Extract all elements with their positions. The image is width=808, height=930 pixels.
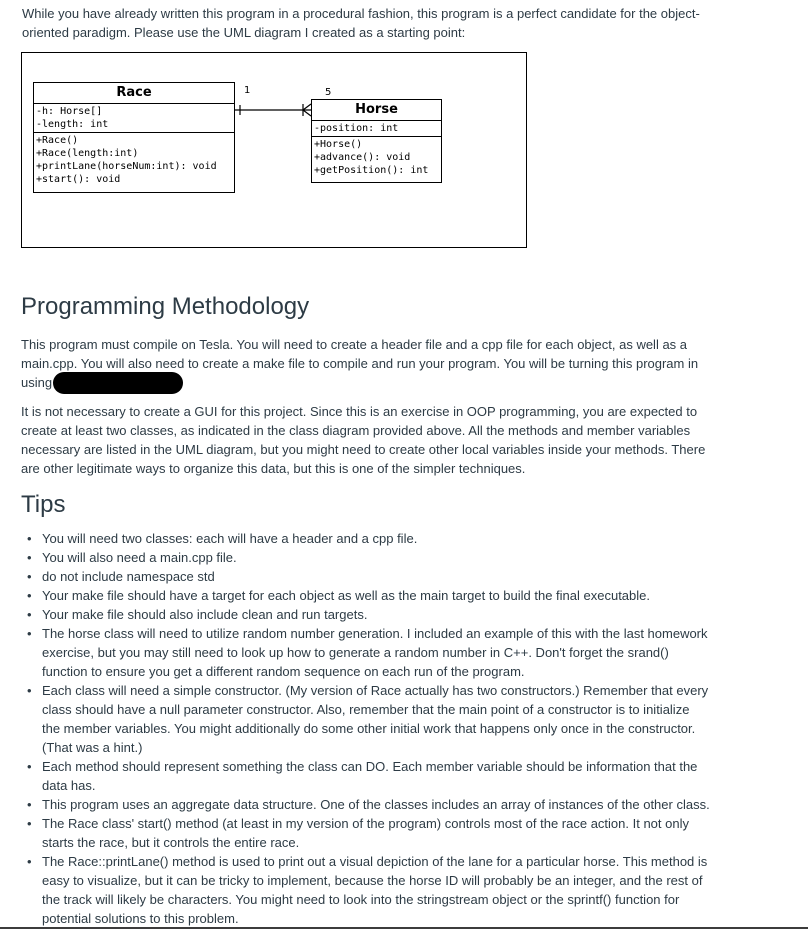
uml-method: +printLane(horseNum:int): void [36,161,217,172]
paragraph-line: This program must compile on Tesla. You will need to create a header file and a cpp file for each object, as well as a [21,337,688,352]
section-heading-methodology: Programming Methodology [21,293,310,320]
tip-item [42,586,757,605]
uml-attribute: -position: int [314,123,399,134]
tip-item [42,624,757,681]
uml-method: +advance(): void [314,152,411,163]
tip-line: the track will likely be characters. You might need to look into the stringstream object or the sprintf() function for [42,892,680,907]
tip-line: function to ensure you get a different random sequence on each run of the program. [42,664,525,679]
tip-line: • You will need two classes: each will have a header and a cpp file. [42,531,418,546]
redaction-mark [53,372,183,394]
tip-line: • The Race::printLane() method is used to print out a visual depiction of the lane for a particular horse. This method is [42,854,708,869]
tip-line: • The Race class' start() method (at least in my version of the program) controls most of the race action. It not only [42,816,689,831]
tip-line: data has. [42,778,96,793]
tip-item [42,605,757,624]
uml-method: +Horse() [314,139,363,150]
paragraph-line: using [21,375,53,390]
tip-item [42,795,757,814]
uml-method: +Race(length:int) [36,148,139,159]
tip-item [42,814,757,852]
tips-list [21,529,757,928]
intro-line: oriented paradigm. Please use the UML diagram I created as a starting point: [22,25,466,40]
tip-line: • Each method should represent something the class can DO. Each member variable should be information that the [42,759,698,774]
tip-item [42,548,757,567]
multiplicity-five: 5 [325,87,332,98]
paragraph-line: create at least two classes, as indicated in the class diagram provided above. All the methods and member variables [21,423,691,438]
tip-item [42,529,757,548]
crows-foot-upper [303,104,311,110]
uml-association [0,0,808,260]
tip-line: • The horse class will need to utilize random number generation. I included an example of this with the last homework [42,626,708,641]
tip-line: (That was a hint.) [42,740,143,755]
tip-line: • You will also need a main.cpp file. [42,550,237,565]
paragraph-line: main.cpp. You will also need to create a make file to compile and run your program. You will be turning this program in [21,356,699,371]
tip-line: exercise, but you may still need to look up how to generate a random number in C++. Don't forget the srand() [42,645,669,660]
uml-class-title: Horse [312,100,441,121]
multiplicity-one: 1 [244,85,251,96]
uml-method: +Race() [36,135,79,146]
methodology-paragraph-2 [21,402,741,478]
crows-foot-lower [303,110,311,116]
section-heading-tips: Tips [21,491,66,518]
tip-line: the member variables. You might additionally do some other initial work that happens only once in the constructor. [42,721,696,736]
uml-attribute: -h: Horse[] [36,106,103,117]
paragraph-line: It is not necessary to create a GUI for this project. Since this is an exercise in OOP programming, you are expected to [21,404,698,419]
uml-attribute: -length: int [36,119,109,130]
tip-line: • Your make file should have a target for each object as well as the main target to build the final executable. [42,588,650,603]
tip-line: • This program uses an aggregate data structure. One of the classes includes an array of instances of the other class. [42,797,710,812]
tip-line: easy to visualize, but it can be tricky to implement, because the horse ID will probably be an integer, and the rest of [42,873,703,888]
uml-method: +getPosition(): int [314,165,429,176]
tip-item [42,852,757,928]
bottom-divider [0,927,808,929]
tip-line: class should have a null parameter constructor. Also, remember that the main point of a constructor is to initialize [42,702,690,717]
intro-line: While you have already written this program in a procedural fashion, this program is a perfect candidate for the object- [22,6,700,21]
tip-line: potential solutions to this problem. [42,911,239,926]
tip-line: starts the race, but it controls the entire race. [42,835,300,850]
uml-class-title: Race [34,83,234,104]
tip-line: • do not include namespace std [42,569,215,584]
tip-item [42,567,757,586]
tip-item [42,757,757,795]
tip-line: • Each class will need a simple constructor. (My version of Race actually has two constructors.) Remember that every [42,683,709,698]
uml-method: +start(): void [36,174,121,185]
tip-item [42,681,757,757]
paragraph-line: necessary are listed in the UML diagram, but you might need to create other local variables inside your methods. There [21,442,706,457]
tip-line: • Your make file should also include clean and run targets. [42,607,368,622]
paragraph-line: are other legitimate ways to organize this data, but this is one of the simpler techniques. [21,461,526,476]
